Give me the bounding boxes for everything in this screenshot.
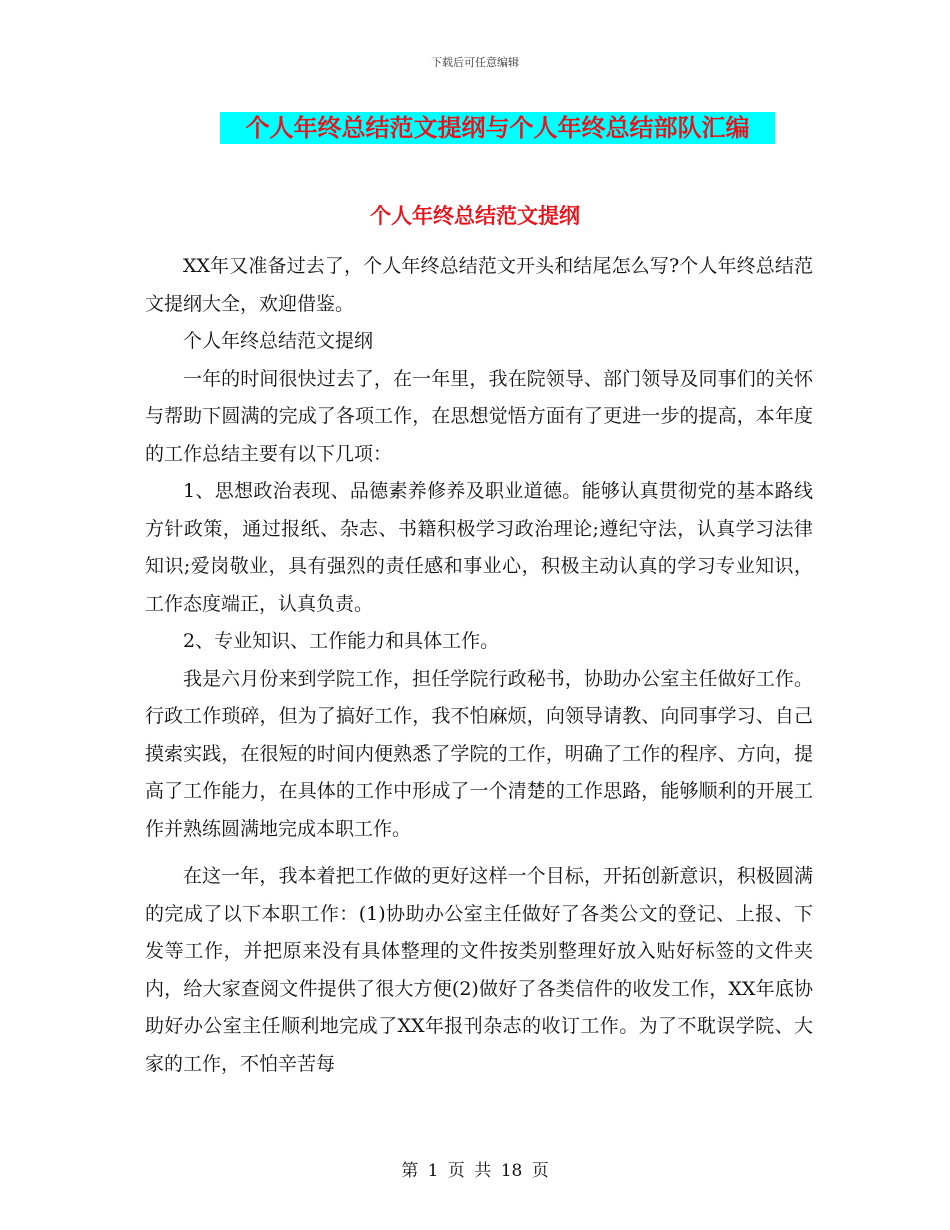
document-title: 个人年终总结范文提纲与个人年终总结部队汇编	[220, 112, 775, 144]
page-footer: 第 1 页 共 18 页	[401, 1161, 549, 1181]
paragraph-item-2: 2、专业知识、工作能力和具体工作。	[183, 630, 500, 652]
body-text	[145, 248, 813, 1083]
section-title: 个人年终总结范文提纲	[370, 203, 580, 228]
paragraph-intro: XX年又准备过去了，个人年终总结范文开头和结尾怎么写?个人年终总结范文提纲大全，欢迎借鉴。	[145, 255, 813, 315]
paragraph-heading: 个人年终总结范文提纲	[183, 330, 374, 352]
paragraph-opening: 一年的时间很快过去了，在一年里，我在院领导、部门领导及同事们的关怀与帮助下圆满的完成了各项工作，在思想觉悟方面有了更进一步的提高，本年度的工作总结主要有以下几项：	[145, 367, 813, 465]
header-note: 下载后可任意编辑	[431, 56, 519, 69]
paragraph-work: 我是六月份来到学院工作，担任学院行政秘书，协助办公室主任做好工作。行政工作琐碎，但为了搞好工作，我不怕麻烦，向领导请教、向同事学习、自己摸索实践，在很短的时间内便熟悉了学院的工作，明确了工作的程序、方向，提高了工作能力，在具体的工作中形成了一个清楚的工作思路，能够顺利的开展工作并熟练圆满地完成本职工作。	[145, 667, 813, 840]
paragraph-year: 在这一年，我本着把工作做的更好这样一个目标，开拓创新意识，积极圆满的完成了以下本职工作：(1)协助办公室主任做好了各类公文的登记、上报、下发等工作，并把原来没有具体整理的文件按类别整理好放入贴好标签的文件夹内，给大家查阅文件提供了很大方便(2)做好了各类信件的收发工作，XX年底协助好办公室主任顺利地完成了XX年报刊杂志的收订工作。为了不耽误学院、大家的工作，不怕辛苦每	[145, 865, 813, 1075]
paragraph-item-1: 1、思想政治表现、品德素养修养及职业道德。能够认真贯彻党的基本路线方针政策，通过报纸、杂志、书籍积极学习政治理论;遵纪守法，认真学习法律知识;爱岗敬业，具有强烈的责任感和事业心，积极主动认真的学习专业知识，工作态度端正，认真负责。	[145, 480, 813, 615]
